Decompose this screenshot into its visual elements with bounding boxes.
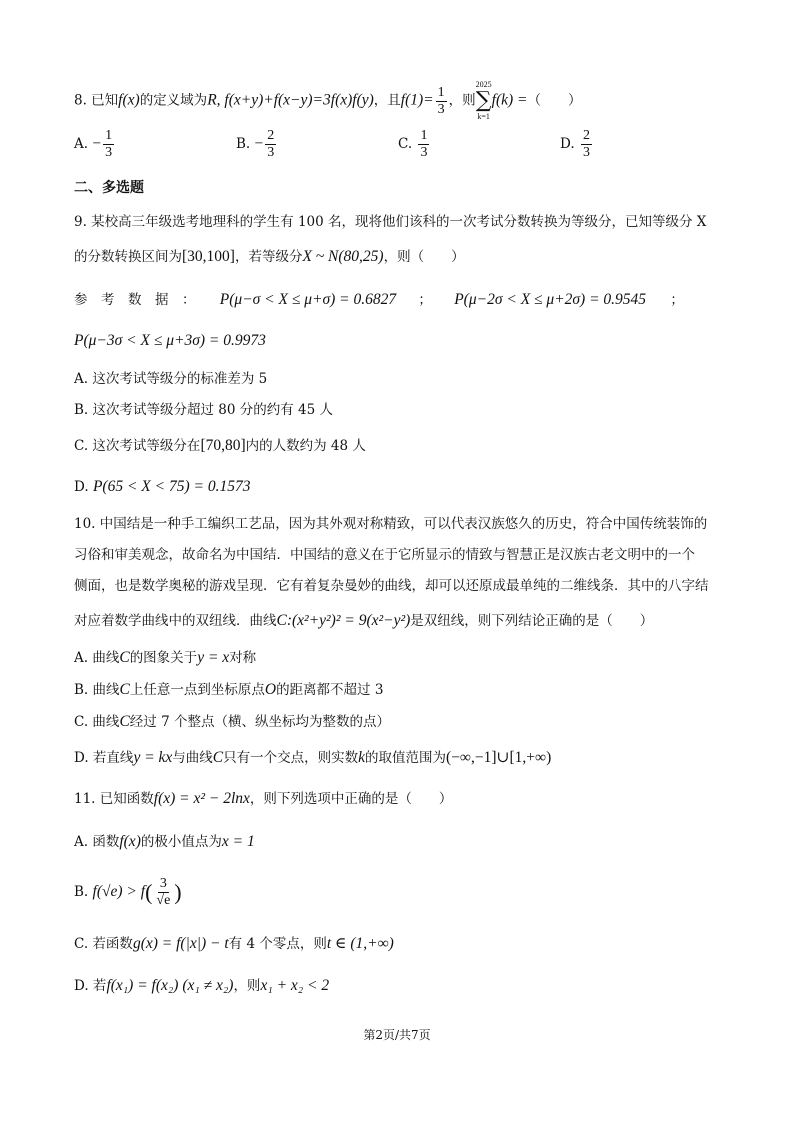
page-number: 第2页/共7页: [363, 1028, 431, 1042]
q8-option-a: A. − $\frac{1}{3}$: [74, 128, 113, 160]
q9-reference-data: 参 考 数 据 ： P(μ−σ < X ≤ μ+σ) = 0.6827 ； P(μ−2σ < X ≤ μ+2σ) = 0.9545 ；: [74, 291, 684, 308]
q8-option-b: B. − $\frac{2}{3}$: [236, 128, 275, 160]
q8-text-a: 8. 已知: [74, 92, 119, 109]
q9-option-b: B. 这次考试等级分超过 80 分的约有 45 人: [74, 402, 334, 418]
q11-option-a: A. 函数f(x)的极小值点为x = 1: [74, 833, 255, 850]
q9-interval: [30,100]: [182, 248, 235, 265]
q9-distribution: X ~ N(80,25): [302, 248, 384, 265]
q8-expr-func-eq: R, f(x+y)+f(x−y)=3f(x)f(y): [207, 91, 374, 109]
q10-line2: 习俗和审美观念，故命名为中国结．中国结的意义在于它所显示的情致与智慧正是汉族古老文明中的一个: [74, 547, 695, 563]
q10-option-c: C. 曲线C经过 7 个整点（横、纵坐标均为整数的点）: [74, 713, 390, 730]
q8-option-d: D. $\frac{2}{3}$: [560, 128, 590, 160]
q8-expr-f1: f(1)=: [400, 91, 434, 109]
q10-option-d: D. 若直线y = kx与曲线C只有一个交点，则实数k的取值范围为(−∞,−1]∪[1,+∞): [74, 749, 552, 766]
q9-ref-label: 参 考 数 据 ：: [74, 292, 196, 308]
q11-option-d: D. 若f(x₁) = f(x₂) (x₁ ≠ x₂)，则x₁ + x₂ < 2: [74, 977, 330, 994]
q10-line3: 侧面，也是数学奥秘的游戏呈现．它有着复杂曼妙的曲线，却可以还原成最单纯的二维线条．其中的八字结: [74, 578, 709, 594]
q10-lemniscate-eq: C:(x²+y²)² = 9(x²−y²): [276, 612, 411, 629]
q9-line1: 9. 某校高三年级选考地理科的学生有 100 名，现将他们该科的一次考试分数转换为等级分，已知等级分 X: [74, 214, 707, 230]
q9-option-a: A. 这次考试等级分的标准差为 5: [74, 371, 268, 387]
q10-line4: 对应着数学曲线中的双纽线．曲线C:(x²+y²)² = 9(x²−y²)是双纽线，则下列结论正确的是（ ）: [74, 612, 654, 629]
q8-option-c: C. $\frac{1}{3}$: [398, 128, 428, 160]
q10-option-a: A. 曲线C的图象关于y = x对称: [74, 649, 257, 666]
q8-text-d: ，则: [448, 92, 476, 109]
q11-stem: 11. 已知函数f(x) = x² − 2lnx，则下列选项中正确的是（ ）: [74, 790, 453, 807]
q11-function: f(x) = x² − 2lnx: [153, 790, 250, 807]
q10-option-b: B. 曲线C上任意一点到坐标原点O的距离都不超过 3: [74, 681, 384, 698]
q8-expr-fk: f(k) =: [491, 91, 528, 109]
q8-sum-symbol: 2025 ∑ k=1: [475, 80, 492, 121]
q8-frac: $\frac{1}{3}$: [437, 84, 445, 117]
q8-answer-paren: （ ）: [527, 92, 582, 109]
q11-option-c: C. 若函数g(x) = f(|x|) − t有 4 个零点，则t ∈ (1,+∞): [74, 935, 394, 952]
section-heading: 二、多选题: [74, 180, 144, 196]
q9-option-c: C. 这次考试等级分在[70,80]内的人数约为 48 人: [74, 437, 366, 454]
q8-text-c: ，且: [373, 92, 401, 109]
q9-ref-3sigma: P(μ−3σ < X ≤ μ+3σ) = 0.9973: [74, 332, 266, 349]
q9-line2: 的分数转换区间为[30,100]，若等级分X ~ N(80,25)，则（ ）: [74, 248, 465, 265]
q8-text-b: 的定义域为: [139, 92, 208, 109]
q10-line1: 10. 中国结是一种手工编织工艺品，因为其外观对称精致，可以代表汉族悠久的历史，符合中国传统装饰的: [74, 516, 708, 532]
q11-option-b: B. f(√e) > f( $\frac{3}{√e}$ ): [74, 876, 182, 908]
q8-expr-f: f(x): [118, 91, 140, 109]
q9-option-d: D. P(65 < X < 75) = 0.1573: [74, 478, 251, 495]
q8-stem: [74, 80, 581, 122]
q9-ref-1sigma: P(μ−σ < X ≤ μ+σ) = 0.6827: [219, 291, 397, 308]
q9-ref-2sigma: P(μ−2σ < X ≤ μ+2σ) = 0.9545: [454, 291, 647, 308]
